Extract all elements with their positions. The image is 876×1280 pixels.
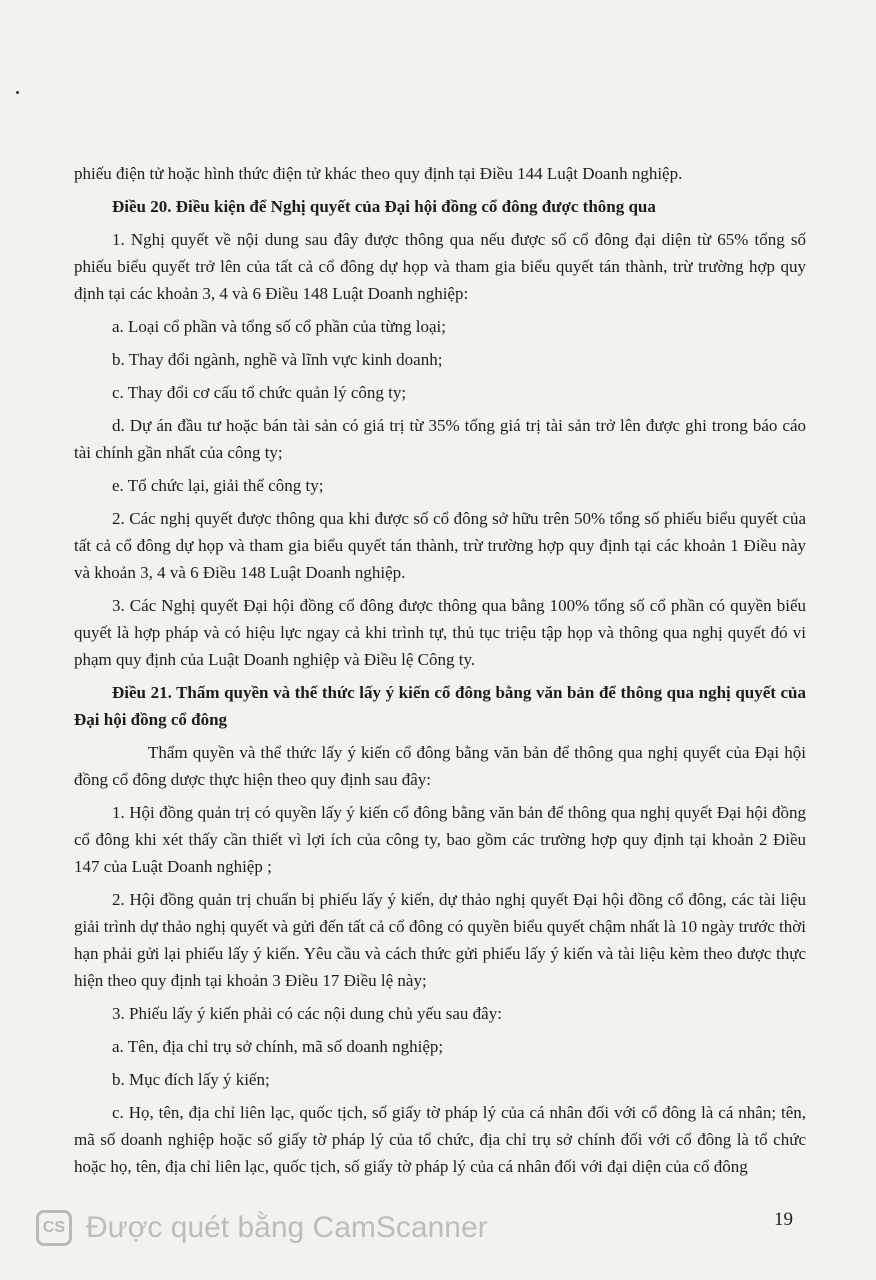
article-20-item-c: c. Thay đổi cơ cấu tổ chức quản lý công ty;: [112, 383, 407, 402]
article-20-clause-3: 3. Các Nghị quyết Đại hội đồng cổ đông được thông qua bằng 100% tổng số cổ phần có quyền biểu quyết là hợp pháp và có hiệu lực ngay cả khi trình tự, thủ tục triệu tập họp và thông qua nghị quyết đó vi phạm quy định của Luật Doanh nghiệp và Điều lệ Công ty.: [74, 596, 806, 669]
paragraph-continuation: phiếu điện tử hoặc hình thức điện tử khác theo quy định tại Điều 144 Luật Doanh nghiệp.: [74, 164, 683, 183]
article-20-clause-2: 2. Các nghị quyết được thông qua khi được số cổ đông sở hữu trên 50% tổng số phiếu biểu quyết của tất cả cổ đông dự họp và tham gia biểu quyết tán thành, trừ trường hợp quy định tại các khoản 1 Điều này và khoản 3, 4 và 6 Điều 148 Luật Doanh nghiệp.: [74, 509, 806, 582]
camscanner-watermark-text: Được quét bằng CamScanner: [86, 1211, 488, 1244]
article-21-clause-2: 2. Hội đồng quản trị chuẩn bị phiếu lấy ý kiến, dự thảo nghị quyết Đại hội đồng cổ đông, các tài liệu giải trình dự thảo nghị quyết và gửi đến tất cả cổ đông có quyền biểu quyết chậm nhất là 10 ngày trước thời hạn phải gửi lại phiếu lấy ý kiến. Yêu cầu và cách thức gửi phiếu lấy ý kiến và tài liệu kèm theo được thực hiện theo quy định tại khoản 3 Điều 17 Điều lệ này;: [74, 890, 806, 990]
article-20-clause-1: 1. Nghị quyết về nội dung sau đây được thông qua nếu được số cổ đông đại diện từ 65% tổng số phiếu biểu quyết trở lên của tất cả cổ đông dự họp và tham gia biểu quyết tán thành, trừ trường hợp quy định tại các khoản 3, 4 và 6 Điều 148 Luật Doanh nghiệp:: [74, 230, 806, 303]
article-20-item-b: b. Thay đổi ngành, nghề và lĩnh vực kinh doanh;: [112, 350, 443, 369]
page-number: 19: [774, 1209, 793, 1230]
article-20-item-a: a. Loại cổ phần và tổng số cổ phần của từng loại;: [112, 317, 447, 336]
article-21-clause-1: 1. Hội đồng quản trị có quyền lấy ý kiến cổ đông bằng văn bản để thông qua nghị quyết Đại hội đồng cổ đông khi xét thấy cần thiết vì lợi ích của công ty, bao gồm các trường hợp quy định tại khoản 2 Điều 147 của Luật Doanh nghiệp ;: [74, 803, 806, 876]
article-21-intro: Thẩm quyền và thể thức lấy ý kiến cổ đông bằng văn bản để thông qua nghị quyết của Đại hội đồng cổ đông dược thực hiện theo quy định sau đây:: [74, 743, 806, 789]
camscanner-watermark: [36, 1208, 836, 1252]
article-21-heading: Điều 21. Thẩm quyền và thể thức lấy ý kiến cổ đông bằng văn bản để thông qua nghị quyết của Đại hội đồng cổ đông: [74, 683, 806, 729]
article-20-item-e: e. Tổ chức lại, giải thể công ty;: [112, 476, 324, 495]
article-21-item-a: a. Tên, địa chỉ trụ sở chính, mã số doanh nghiệp;: [112, 1037, 444, 1056]
article-20-heading: Điều 20. Điều kiện để Nghị quyết của Đại hội đồng cổ đông được thông qua: [112, 197, 656, 216]
camscanner-logo-icon: CS: [36, 1210, 72, 1246]
article-21-item-b: b. Mục đích lấy ý kiến;: [112, 1070, 270, 1089]
scan-speck: [16, 91, 19, 94]
document-body: [74, 160, 806, 1186]
article-21-clause-3: 3. Phiếu lấy ý kiến phải có các nội dung chủ yếu sau đây:: [112, 1004, 502, 1023]
article-20-item-d: d. Dự án đầu tư hoặc bán tài sản có giá trị từ 35% tổng giá trị tài sản trở lên được ghi trong báo cáo tài chính gần nhất của công ty;: [74, 416, 806, 462]
article-21-item-c: c. Họ, tên, địa chỉ liên lạc, quốc tịch, số giấy tờ pháp lý của cá nhân đối với cổ đông là cá nhân; tên, mã số doanh nghiệp hoặc số giấy tờ pháp lý của tổ chức, địa chỉ trụ sở chính đối với cổ đông là tổ chức hoặc họ, tên, địa chỉ liên lạc, quốc tịch, số giấy tờ pháp lý của cá nhân đối với đại diện của cổ đông: [74, 1103, 806, 1176]
